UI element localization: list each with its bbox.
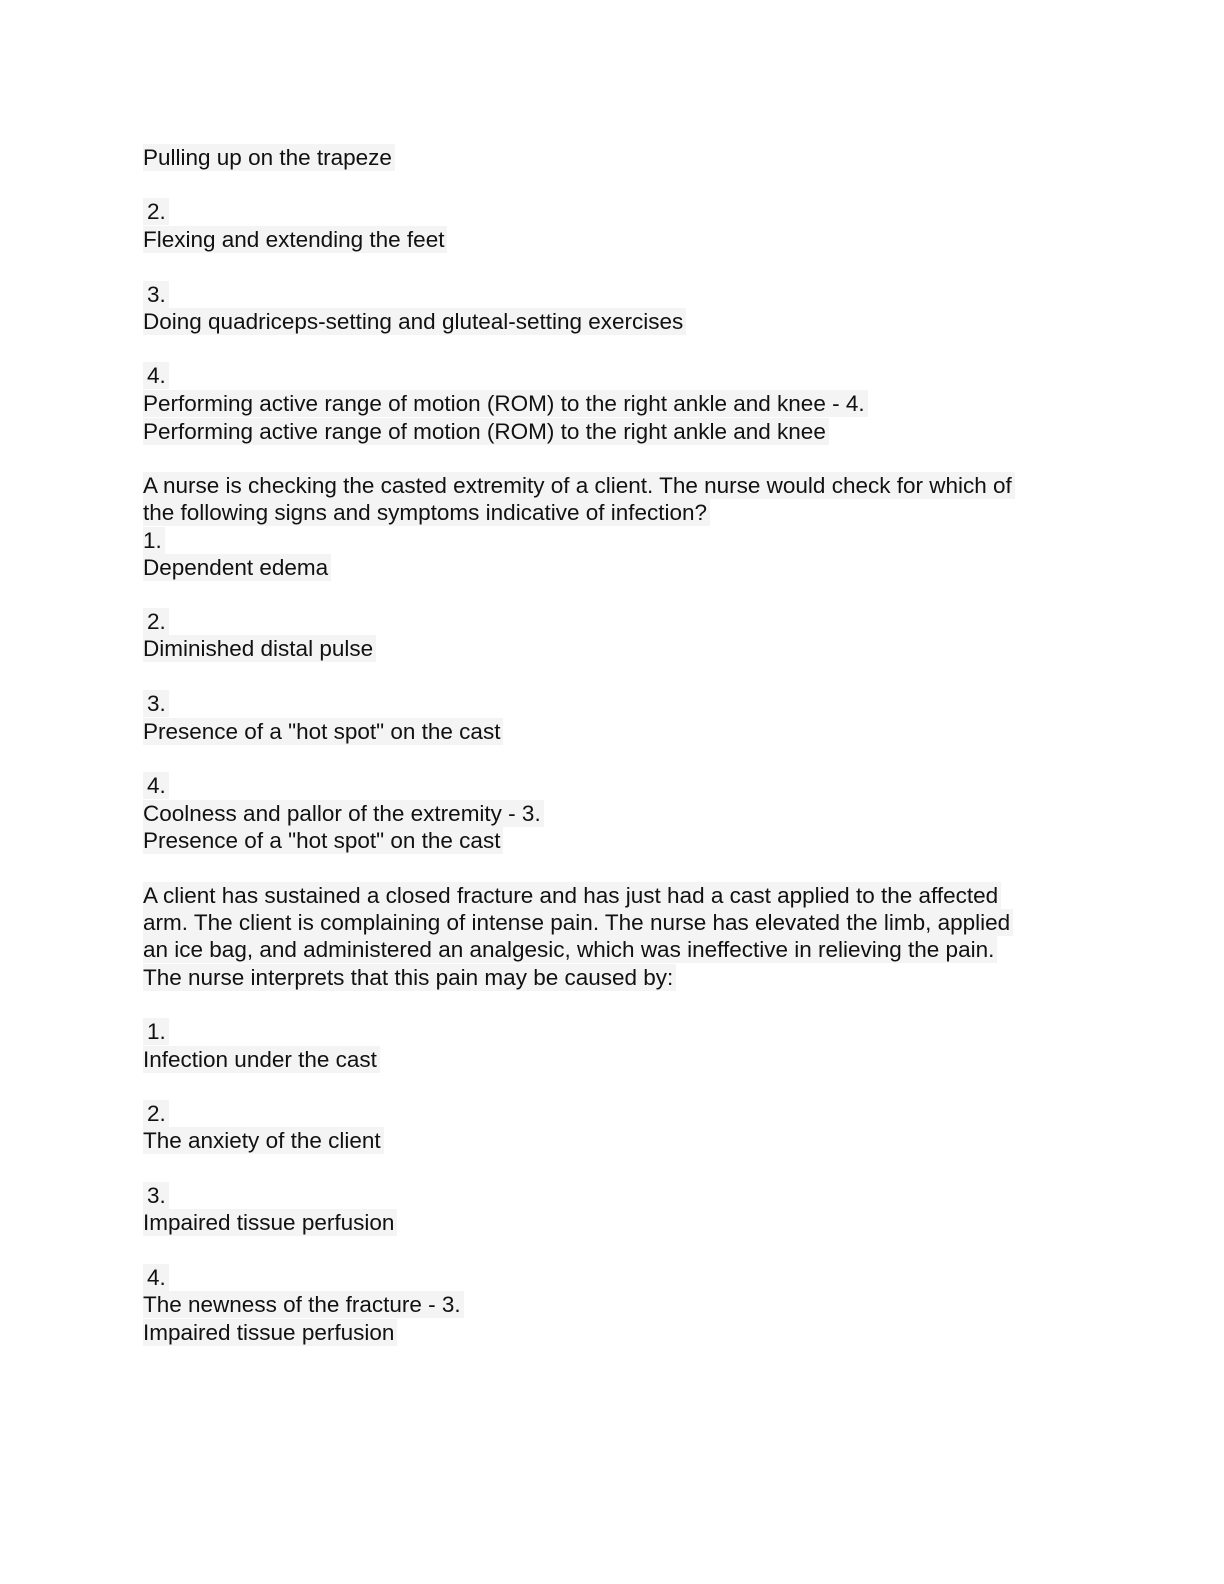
- option-number: 2.: [143, 198, 169, 225]
- answer-text: Impaired tissue perfusion: [143, 1319, 397, 1346]
- option-number: 1.: [143, 527, 165, 554]
- option-number: 4.: [143, 772, 169, 799]
- question-text: the following signs and symptoms indicative of infection?: [143, 499, 710, 526]
- option-text: The anxiety of the client: [143, 1127, 384, 1154]
- question-text: A nurse is checking the casted extremity of a client. The nurse would check for which of: [143, 472, 1015, 499]
- option-text: Diminished distal pulse: [143, 635, 376, 662]
- option-text: The newness of the fracture - 3.: [143, 1291, 464, 1318]
- answer-text: Presence of a "hot spot" on the cast: [143, 827, 503, 854]
- option-number: 3.: [143, 1182, 169, 1209]
- option-number: 1.: [143, 1018, 169, 1045]
- question-text: arm. The client is complaining of intense pain. The nurse has elevated the limb, applied: [143, 909, 1013, 936]
- option-text: Coolness and pallor of the extremity - 3.: [143, 800, 544, 827]
- option-text: Dependent edema: [143, 554, 331, 581]
- question-text: A client has sustained a closed fracture and has just had a cast applied to the affected: [143, 882, 1001, 909]
- option-text: Impaired tissue perfusion: [143, 1209, 397, 1236]
- option-number: 2.: [143, 1100, 169, 1127]
- option-text: Flexing and extending the feet: [143, 226, 447, 253]
- answer-text: Performing active range of motion (ROM) to the right ankle and knee: [143, 418, 829, 445]
- question-text: The nurse interprets that this pain may be caused by:: [143, 964, 676, 991]
- option-number: 2.: [143, 608, 169, 635]
- text-line: Pulling up on the trapeze: [143, 144, 395, 171]
- question-text: an ice bag, and administered an analgesic, which was ineffective in relieving the pain.: [143, 936, 997, 963]
- option-text: Performing active range of motion (ROM) to the right ankle and knee - 4.: [143, 390, 868, 417]
- option-number: 4.: [143, 1264, 169, 1291]
- option-text: Presence of a "hot spot" on the cast: [143, 718, 503, 745]
- option-number: 3.: [143, 281, 169, 308]
- option-text: Doing quadriceps-setting and gluteal-setting exercises: [143, 308, 686, 335]
- option-number: 4.: [143, 362, 169, 389]
- option-number: 3.: [143, 690, 169, 717]
- option-text: Infection under the cast: [143, 1046, 380, 1073]
